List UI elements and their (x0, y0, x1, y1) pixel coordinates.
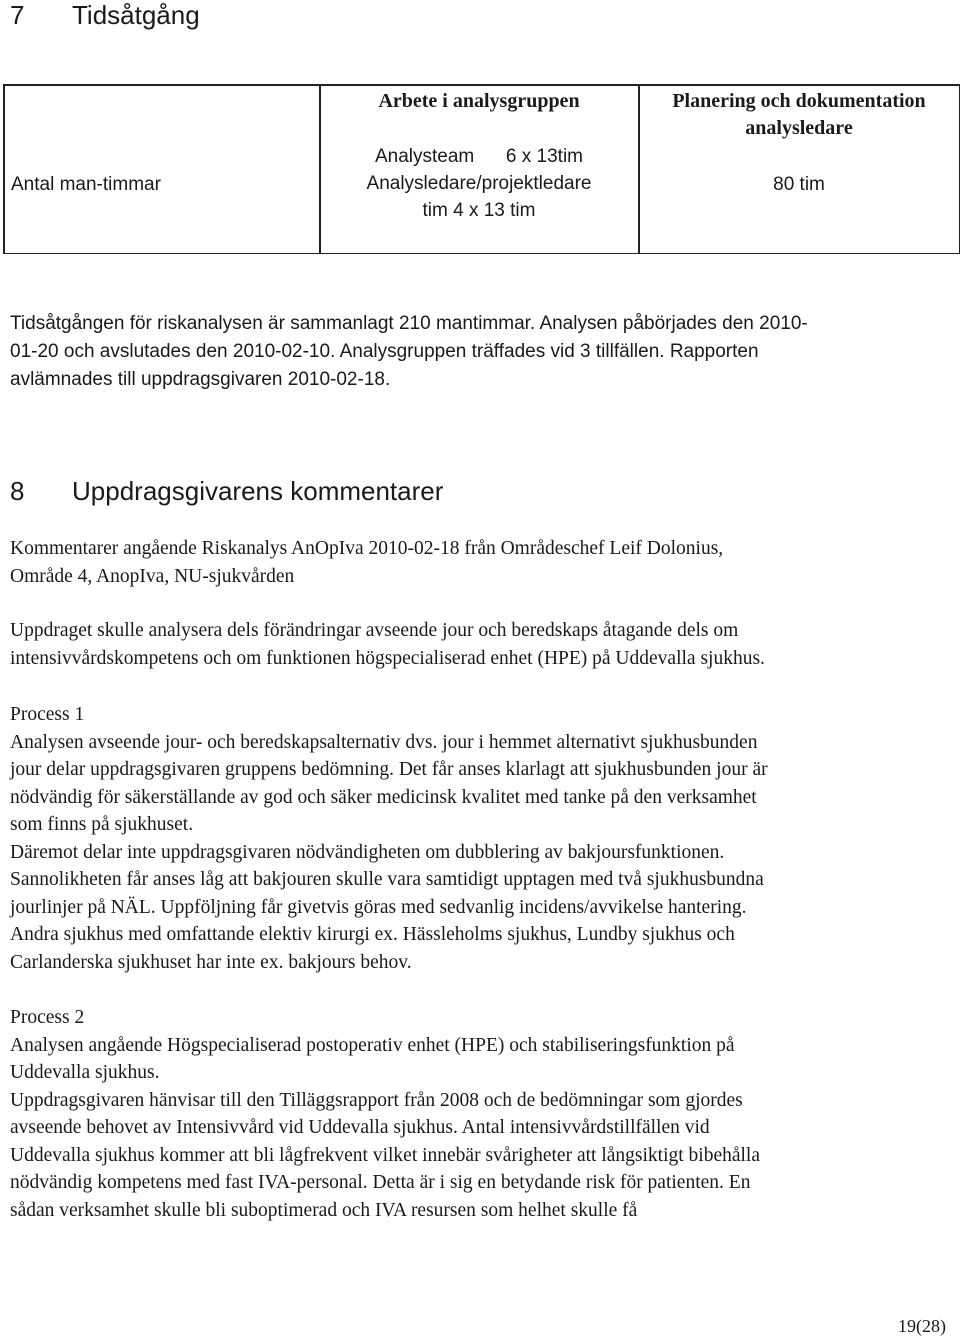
paragraph-line: avlämnades till uppdragsgivaren 2010-02-18. (10, 369, 391, 390)
comment-intro (10, 535, 723, 590)
paragraph-line: Uppdraget skulle analysera dels förändringar avseende jour och beredskaps åtagande dels om (10, 620, 739, 641)
paragraph-line: jourlinjer på NÄL. Uppföljning får givetvis göras med sedvanlig incidens/avvikelse hantering. (10, 896, 747, 918)
table-row-label: Antal man-timmar (11, 174, 161, 195)
table-header-planning-line2: analysledare (745, 117, 853, 139)
paragraph-line: Uddevalla sjukhus kommer att bli lågfrekvent vilket innebär svårigheter att långsiktigt bibehålla (10, 1144, 760, 1166)
paragraph-line: Analysen angående Högspecialiserad postoperativ enhet (HPE) och stabiliseringsfunktion på (10, 1034, 735, 1056)
paragraph-line: nödvändig för säkerställande av god och säker medicinsk kvalitet med tanke på den verksamhet (10, 786, 757, 808)
paragraph-line: Kommentarer angående Riskanalys AnOpIva 2010-02-18 från Områdeschef Leif Dolonius, (10, 538, 724, 559)
paragraph-line: Sannolikheten får anses låg att bakjouren skulle vara samtidigt upptagen med två sjukhusbundna (10, 869, 764, 890)
paragraph-line: Andra sjukhus med omfattande elektiv kirurgi ex. Hässleholms sjukhus, Lundby sjukhus och (10, 924, 735, 945)
table-header-work: Arbete i analysgruppen (378, 90, 580, 112)
table-header-planning-line1: Planering och dokumentation (672, 90, 926, 112)
paragraph-line: intensivvårdskompetens och om funktionen högspecialiserad enhet (HPE) på Uddevalla sjukhus. (10, 647, 765, 669)
process-2-heading: Process 2 (10, 1007, 85, 1028)
section-number: 8 (10, 476, 25, 506)
paragraph-line: Däremot delar inte uppdragsgivaren nödvändigheten om dubblering av bakjoursfunktionen. (10, 841, 725, 863)
table-cell-analysteam: Analysteam 6 x 13tim (374, 146, 584, 167)
page-number: 19(28) (898, 1316, 946, 1336)
process-1-block (10, 701, 768, 976)
paragraph-line: Carlanderska sjukhuset har inte ex. bakjours behov. (10, 951, 412, 973)
table-cell-planning-hours: 80 tim (773, 174, 825, 195)
section-title: Tidsåtgång (72, 0, 200, 30)
paragraph-line: Område 4, AnopIva, NU-sjukvården (10, 565, 295, 587)
section-8-heading (10, 476, 443, 507)
paragraph-line: nödvändig kompetens med fast IVA-personal. Detta är i sig en betydande risk för patienten. En (10, 1172, 751, 1193)
table-cell-hours: tim 4 x 13 tim (422, 200, 536, 221)
paragraph-line: Tidsåtgången för riskanalysen är sammanlagt 210 mantimmar. Analysen påbörjades den 2010- (10, 313, 808, 334)
paragraph-line: som finns på sjukhuset. (10, 814, 194, 835)
time-table (3, 84, 960, 254)
paragraph-line: sådan verksamhet skulle bli suboptimerad och IVA resursen som helhet skulle få (10, 1199, 638, 1221)
paragraph-line: Uddevalla sjukhus. (10, 1062, 160, 1083)
paragraph-line: jour delar uppdragsgivaren gruppens bedömning. Det får anses klarlagt att sjukhusbunden jour är (10, 759, 768, 780)
paragraph-line: avseende behovet av Intensivvård vid Uddevalla sjukhus. Antal intensivvårdstillfällen vid (10, 1117, 710, 1138)
paragraph-line: 01-20 och avslutades den 2010-02-10. Analysgruppen träffades vid 3 tillfällen. Rapporten (10, 341, 759, 362)
paragraph-line: Uppdragsgivaren hänvisar till den Tilläggsrapport från 2008 och de bedömningar som gjordes (10, 1089, 743, 1111)
paragraph-line: Analysen avseende jour- och beredskapsalternativ dvs. jour i hemmet alternativt sjukhusbunden (10, 731, 758, 753)
section-7-paragraph (10, 310, 808, 394)
process-1-heading: Process 1 (10, 704, 85, 725)
process-2-block (10, 1004, 760, 1224)
assignment-paragraph (10, 617, 765, 672)
table-cell-analysledare: Analysledare/projektledare (366, 173, 592, 194)
section-7-heading (10, 0, 200, 31)
section-number: 7 (10, 0, 25, 30)
section-title: Uppdragsgivarens kommentarer (72, 476, 444, 506)
